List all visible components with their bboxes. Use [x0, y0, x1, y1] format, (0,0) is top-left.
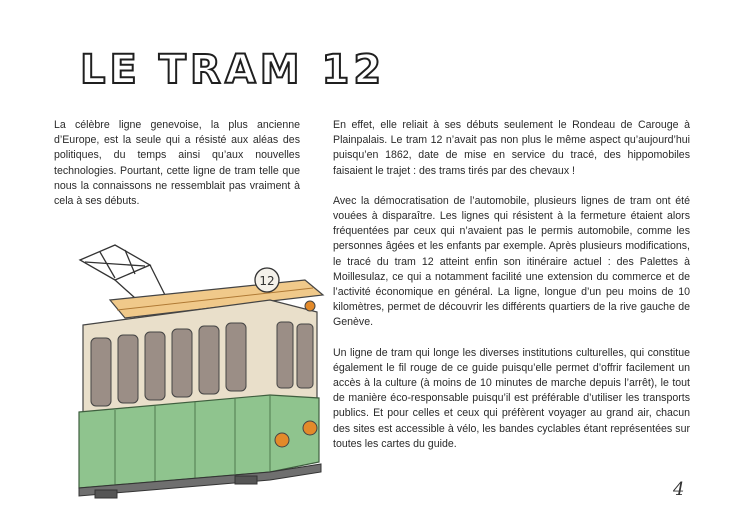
- pantograph: [80, 245, 175, 302]
- intro-column: [54, 118, 300, 224]
- evolution-paragraph: Avec la démocratisation de l’automobile, plusieurs lignes de tram ont été vouées à disparaître. Les lignes qui résistent à la fermeture étaient alors fréquentées par ceux qui n’avaient pas le permis automobile, comme les personnes âgées et les enfants par exemple. Après plusieurs modifications, le tracé du tram 12 atteint enfin son itinéraire actuel : des Palettes à Moillesulaz, ce qui a notamment facilité une extension du commerce et de l’activité économique en général. La ligne, longue d’un peu moins de 10 kilomètres, permet de découvrir les différents quartiers de la rive gauche de Genève.: [333, 194, 690, 329]
- tram-illustration: [55, 240, 325, 510]
- page-number: 4: [673, 479, 685, 500]
- headlight-left: [275, 433, 289, 447]
- body-column: [333, 118, 690, 467]
- headlight-right: [303, 421, 317, 435]
- page-title: LE TRAM 12: [80, 47, 386, 93]
- roof-light: [305, 301, 315, 311]
- history-paragraph: En effet, elle reliait à ses débuts seulement le Rondeau de Carouge à Plainpalais. Le tram 12 n’avait pas non plus le même aspect qu’aujourd’hui puisqu’en 1862, date de mise en service du tracé, des hippomobiles faisaient le trajet : des trams tirés par des chevaux !: [333, 119, 690, 177]
- intro-paragraph: La célèbre ligne genevoise, la plus ancienne d’Europe, est la seule qui a résisté aux aléas des politiques, du temps ainsi qu’aux nouvelles technologies. Pourtant, cette ligne de tram telle que nous la connaissons ne ressemblait pas vraiment à cela à ses débuts.: [54, 119, 300, 208]
- route-number-label: 12: [259, 274, 275, 288]
- culture-paragraph: Un ligne de tram qui longe les diverses institutions culturelles, qui constitue également le fil rouge de ce guide puisqu’elle permet d’offrir facilement un accès à la culture (à moins de 10 minutes de marche depuis l’arrêt), le tout de manière éco-responsable puisqu’il est préférable d’utiliser les transports publics. Et pour celles et ceux qui préfèrent voyager au grand air, chacun des sites est accessible à vélo, les bandes cyclables étant représentées sur toutes les cartes du guide.: [333, 346, 690, 450]
